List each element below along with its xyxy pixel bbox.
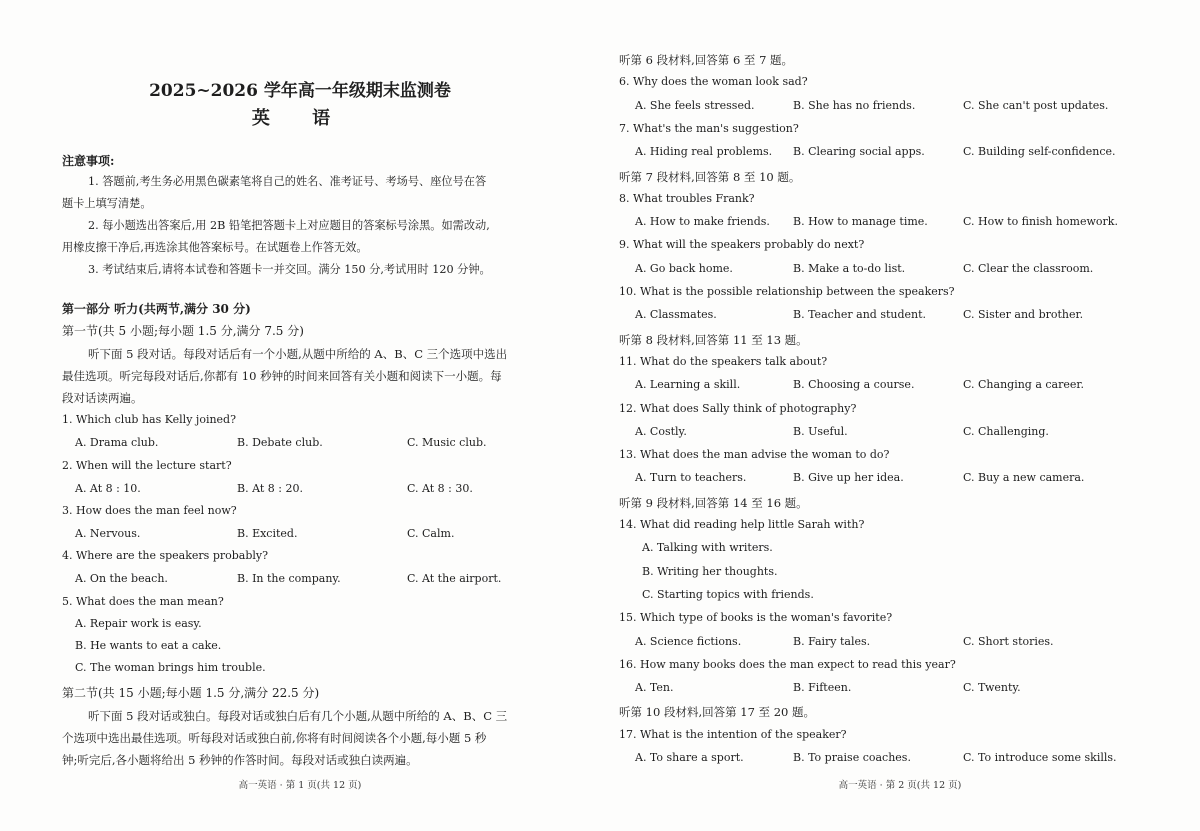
question: 2. When will the lecture start? <box>62 459 232 472</box>
option-a: A. Science fictions. <box>635 634 742 648</box>
question: 9. What will the speakers probably do next? <box>619 238 865 252</box>
option: B. Writing her thoughts. <box>642 564 778 578</box>
question: 17. What is the intention of the speaker? <box>619 727 847 741</box>
option-c: C. Music club. <box>407 436 487 449</box>
option-b: B. To praise coaches. <box>793 751 911 764</box>
option-b: B. Clearing social apps. <box>793 145 925 159</box>
option-c: C. Buy a new camera. <box>963 471 1085 485</box>
question: 8. What troubles Frank? <box>619 191 755 205</box>
option-c: C. The woman brings him trouble. <box>75 661 266 674</box>
option-a: A. To share a sport. <box>635 751 744 764</box>
material-heading: 听第 9 段材料,回答第 14 至 16 题。 <box>619 495 808 510</box>
option-a: A. Costly. <box>635 424 687 438</box>
option-b: B. Debate club. <box>237 436 323 449</box>
question: 15. Which type of books is the woman's favorite? <box>619 611 893 625</box>
note-line: 3. 考试结束后,请将本试卷和答题卡一并交回。满分 150 分,考试用时 120 分钟。 <box>88 263 491 276</box>
option-c: C. Building self-confidence. <box>963 145 1116 159</box>
question: 3. How does the man feel now? <box>62 504 237 517</box>
option-b: B. How to manage time. <box>793 215 928 229</box>
section-one-instructions: 最佳选项。听完每段对话后,你都有 10 秒钟的时间来回答有关小题和阅读下一小题。每 <box>62 369 502 383</box>
option-a: A. How to make friends. <box>635 215 770 229</box>
option-b: B. Useful. <box>793 424 848 438</box>
question: 4. Where are the speakers probably? <box>62 549 269 562</box>
option-b: B. She has no friends. <box>793 98 916 112</box>
section-one-instructions: 段对话读两遍。 <box>62 391 143 405</box>
section-one-instructions: 听下面 5 段对话。每段对话后有一个小题,从题中所给的 A、B、C 三个选项中选出 <box>88 347 508 361</box>
option-b: B. Excited. <box>237 527 298 540</box>
question: 7. What's the man's suggestion? <box>619 121 799 135</box>
note-line: 用橡皮擦干净后,再选涂其他答案标号。在试题卷上作答无效。 <box>62 241 368 254</box>
question: 11. What do the speakers talk about? <box>619 354 828 368</box>
option-b: B. Fairy tales. <box>793 634 871 648</box>
option-c: C. She can't post updates. <box>963 98 1109 112</box>
question: 1. Which club has Kelly joined? <box>62 413 236 426</box>
option-c: C. How to finish homework. <box>963 215 1118 229</box>
option-a: A. She feels stressed. <box>635 98 755 112</box>
option-b: B. In the company. <box>237 572 341 585</box>
note-line: 1. 答题前,考生务必用黑色碳素笔将自己的姓名、准考证号、考场号、座位号在答 <box>88 175 487 188</box>
notes-heading: 注意事项: <box>62 154 115 168</box>
option-b: B. Give up her idea. <box>793 471 904 485</box>
option-c: C. At the airport. <box>407 572 502 585</box>
material-heading: 听第 6 段材料,回答第 6 至 7 题。 <box>619 53 794 67</box>
page-footer: 高一英语 · 第 2 页(共 12 页) <box>838 780 962 791</box>
question: 16. How many books does the man expect to read this year? <box>619 657 956 671</box>
option-c: C. To introduce some skills. <box>963 751 1117 764</box>
option-a: A. Turn to teachers. <box>635 471 747 485</box>
option-a: A. At 8 : 10. <box>75 482 141 495</box>
option-c: C. At 8 : 30. <box>407 482 473 495</box>
option-a: A. Go back home. <box>635 261 733 275</box>
question: 14. What did reading help little Sarah with? <box>619 518 865 531</box>
right-page <box>600 0 1200 831</box>
option-b: B. Choosing a course. <box>793 378 915 392</box>
option-a: A. Hiding real problems. <box>635 145 773 159</box>
option-a: A. Repair work is easy. <box>75 617 202 630</box>
option-c: C. Challenging. <box>963 424 1049 438</box>
option-a: A. Learning a skill. <box>635 378 741 392</box>
option-b: B. At 8 : 20. <box>237 482 303 495</box>
option-c: C. Sister and brother. <box>963 308 1084 322</box>
material-heading: 听第 8 段材料,回答第 11 至 13 题。 <box>619 332 808 347</box>
page-footer: 高一英语 · 第 1 页(共 12 页) <box>238 780 362 791</box>
exam-title: 2025~2026 学年高一年级期末监测卷 <box>149 81 451 101</box>
option-b: B. Fifteen. <box>793 681 852 695</box>
option-a: A. Classmates. <box>635 308 717 322</box>
section-two-instructions: 个选项中选出最佳选项。听每段对话或独白前,你将有时间阅读各个小题,每小题 5 秒 <box>62 731 487 745</box>
question: 13. What does the man advise the woman to do? <box>619 448 890 462</box>
part-one-heading: 第一部分 听力(共两节,满分 30 分) <box>62 302 251 316</box>
note-line: 2. 每小题选出答案后,用 2B 铅笔把答题卡上对应题目的答案标号涂黑。如需改动, <box>88 219 490 232</box>
option: A. Talking with writers. <box>642 541 773 555</box>
subject-title: 英 语 <box>251 108 349 129</box>
option-c: C. Twenty. <box>963 681 1021 695</box>
option-a: A. On the beach. <box>75 572 168 585</box>
option-a: A. Drama club. <box>75 436 159 449</box>
question: 5. What does the man mean? <box>62 595 224 608</box>
option-c: C. Short stories. <box>963 634 1054 648</box>
option-b: B. Make a to-do list. <box>793 261 906 275</box>
section-two-instructions: 听下面 5 段对话或独白。每段对话或独白后有几个小题,从题中所给的 A、B、C 三 <box>88 709 508 723</box>
section-one-heading: 第一节(共 5 小题;每小题 1.5 分,满分 7.5 分) <box>62 324 304 338</box>
question: 10. What is the possible relationship between the speakers? <box>619 285 955 298</box>
option-c: C. Calm. <box>407 527 455 540</box>
option-b: B. He wants to eat a cake. <box>75 639 222 652</box>
material-heading: 听第 7 段材料,回答第 8 至 10 题。 <box>619 169 801 184</box>
option-b: B. Teacher and student. <box>793 308 927 322</box>
question: 12. What does Sally think of photography? <box>619 401 857 415</box>
option-a: A. Ten. <box>635 681 674 695</box>
option-a: A. Nervous. <box>75 527 141 540</box>
option-c: C. Changing a career. <box>963 378 1084 392</box>
option-c: C. Clear the classroom. <box>963 261 1094 275</box>
note-line: 题卡上填写清楚。 <box>62 197 152 210</box>
option: C. Starting topics with friends. <box>642 587 814 601</box>
question: 6. Why does the woman look sad? <box>619 75 808 89</box>
section-two-instructions: 钟;听完后,各小题将给出 5 秒钟的作答时间。每段对话或独白读两遍。 <box>62 753 418 767</box>
section-two-heading: 第二节(共 15 小题;每小题 1.5 分,满分 22.5 分) <box>62 686 320 700</box>
material-heading: 听第 10 段材料,回答第 17 至 20 题。 <box>619 705 815 720</box>
